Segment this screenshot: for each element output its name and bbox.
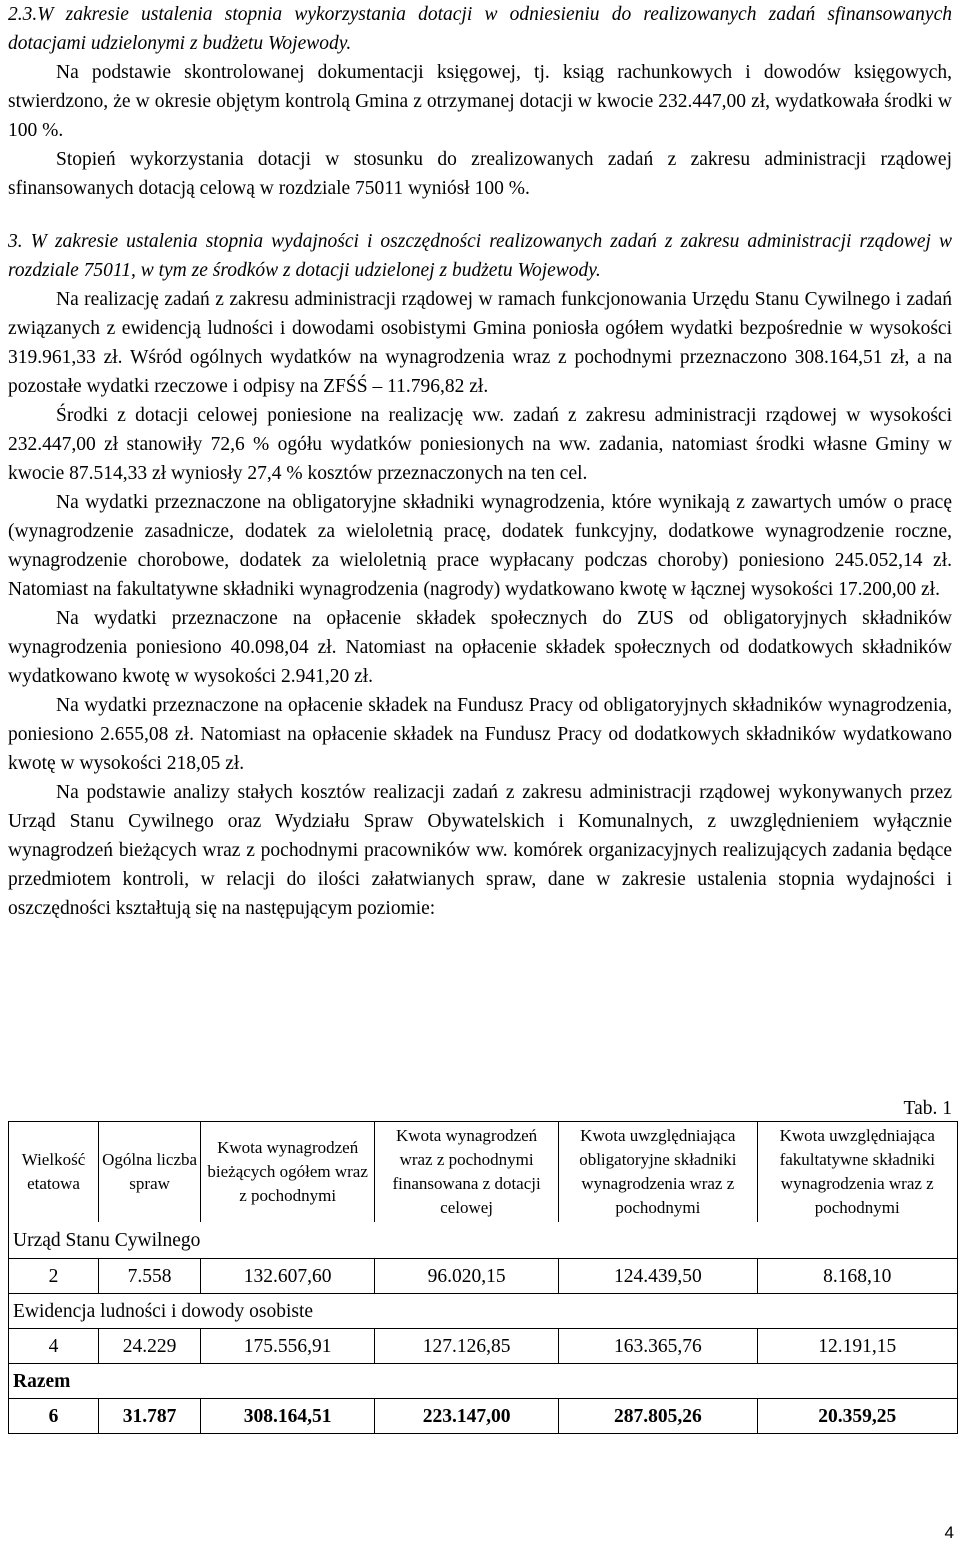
section-3-paragraph-1: Na realizację zadań z zakresu administracji rządowej w ramach funkcjonowania Urzędu Stanu Cywilnego i zadań związanych z ewidencją ludności i dowodami osobistymi Gmina poniosła ogółem wydatki bezpośrednie w wysokości 319.961,33 zł. Wśród ogólnych wydatków na wynagrodzenia wraz z pochodnymi przeznaczono 308.164,51 zł, a na pozostałe wydatki rzeczowe i odpisy na ZFŚŚ – 11.796,82 zł. [8, 289, 952, 397]
section-2-3-paragraph-2: Stopień wykorzystania dotacji w stosunku do zrealizowanych zadań z zakresu administracji rządowej sfinansowanych dotacją celową w rozdziale 75011 wyniósł 100 %. [8, 149, 952, 199]
table-cell: 287.805,26 [559, 1399, 757, 1434]
group-label: Ewidencja ludności i dowody osobiste [9, 1294, 958, 1329]
header-cell: Ogólna liczba spraw [98, 1122, 200, 1223]
table-row [9, 1329, 958, 1364]
table-row [9, 1259, 958, 1294]
table-cell: 31.787 [98, 1399, 200, 1434]
section-3-paragraph-4: Na wydatki przeznaczone na opłacenie składek społecznych do ZUS od obligatoryjnych składników wynagrodzenia poniesiono 40.098,04 zł. Natomiast na opłacenie składek społecznych od dodatkowych składników wydatkowano kwotę w wysokości 2.941,20 zł. [8, 608, 952, 687]
table-cell: 132.607,60 [201, 1259, 375, 1294]
section-3-paragraph-5: Na wydatki przeznaczone na opłacenie składek na Fundusz Pracy od obligatoryjnych składników wynagrodzenia, poniesiono 2.655,08 zł. Natomiast na opłacenie składek na Fundusz Pracy od dodatkowych składników wydatkowano kwotę w wysokości 218,05 zł. [8, 695, 952, 774]
header-cell: Kwota wynagrodzeń wraz z pochodnymi finansowana z dotacji celowej [375, 1122, 559, 1223]
group-label: Razem [9, 1364, 958, 1399]
table-cell: 2 [9, 1259, 99, 1294]
table-label: Tab. 1 [903, 1098, 952, 1119]
table-total-row [9, 1399, 958, 1434]
table-cell: 12.191,15 [757, 1329, 957, 1364]
header-cell: Kwota uwzględniająca obligatoryjne składniki wynagrodzenia wraz z pochodnymi [559, 1122, 757, 1223]
table-group-row [9, 1294, 958, 1329]
table-cell: 127.126,85 [375, 1329, 559, 1364]
table-group-row [9, 1364, 958, 1399]
header-cell: Kwota uwzględniająca fakultatywne składniki wynagrodzenia wraz z pochodnymi [757, 1122, 957, 1223]
table-cell: 4 [9, 1329, 99, 1364]
table-cell: 7.558 [98, 1259, 200, 1294]
section-3-heading-text: W zakresie ustalenia stopnia wydajności i oszczędności realizowanych zadań z zakresu administracji rządowej w rozdziale 75011, w tym ze środków z dotacji udzielonej z budżetu Wojewody. [8, 231, 952, 281]
table-cell: 96.020,15 [375, 1259, 559, 1294]
table-cell: 6 [9, 1399, 99, 1434]
header-cell: Wielkość etatowa [9, 1122, 99, 1223]
table-cell: 163.365,76 [559, 1329, 757, 1364]
table-cell: 223.147,00 [375, 1399, 559, 1434]
header-cell: Kwota wynagrodzeń bieżących ogółem wraz z pochodnymi [201, 1122, 375, 1223]
section-3-paragraph-3: Na wydatki przeznaczone na obligatoryjne składniki wynagrodzenia, które wynikają z zawartych umów o pracę (wynagrodzenie zasadnicze, dodatek za wieloletnią pracę, dodatek funkcyjny, dodatkowe wynagrodzenie roczne, wynagrodzenie chorobowe, dodatek za wieloletnią prace wypłacany podczas choroby) poniesiono 245.052,14 zł. Natomiast na fakultatywne składniki wynagrodzenia (nagrody) wydatkowano kwotę w łącznej wysokości 17.200,00 zł. [8, 492, 952, 600]
section-2-3-paragraph-1: Na podstawie skontrolowanej dokumentacji księgowej, tj. ksiąg rachunkowych i dowodów księgowych, stwierdzono, że w okresie objętym kontrolą Gmina z otrzymanej dotacji w kwocie 232.447,00 zł, wydatkowała środki w 100 %. [8, 62, 952, 141]
section-3-heading [8, 227, 952, 285]
table-cell: 124.439,50 [559, 1259, 757, 1294]
section-3-paragraph-6: Na podstawie analizy stałych kosztów realizacji zadań z zakresu administracji rządowej wykonywanych przez Urząd Stanu Cywilnego oraz Wydziału Spraw Obywatelskich i Komunalnych, z uwzględnieniem wyłącznie wynagrodzeń bieżących wraz z pochodnymi pracowników ww. komórek organizacyjnych realizujących zadania będące przedmiotem kontroli, w relacji do ilości załatwianych spraw, dane w zakresie ustalenia stopnia wydajności i oszczędności kształtują się na następującym poziomie: [8, 782, 952, 919]
page-number: 4 [944, 1523, 954, 1542]
section-3-number: 3. [8, 231, 23, 252]
table-cell: 24.229 [98, 1329, 200, 1364]
table-cell: 8.168,10 [757, 1259, 957, 1294]
table-group-row [9, 1222, 958, 1259]
section-2-3-heading [8, 0, 952, 58]
group-label: Urząd Stanu Cywilnego [9, 1222, 958, 1259]
table-cell: 175.556,91 [201, 1329, 375, 1364]
table-header-row [9, 1122, 958, 1223]
section-2-3 [8, 0, 952, 203]
costs-table [8, 1121, 958, 1434]
table-cell: 20.359,25 [757, 1399, 957, 1434]
section-3-paragraph-2: Środki z dotacji celowej poniesione na realizację ww. zadań z zakresu administracji rządowej w wysokości 232.447,00 zł stanowiły 72,6 % ogółu wydatków poniesionych na ww. zadania, natomiast środki własne Gminy w kwocie 87.514,33 zł wyniosły 27,4 % kosztów przeznaczonych na ten cel. [8, 405, 952, 484]
section-2-3-number: 2.3. [8, 4, 38, 25]
section-2-3-heading-text: W zakresie ustalenia stopnia wykorzystania dotacji w odniesieniu do realizowanych zadań sfinansowanych dotacjami udzielonymi z budżetu Wojewody. [8, 4, 952, 54]
table-cell: 308.164,51 [201, 1399, 375, 1434]
section-3 [8, 227, 952, 923]
